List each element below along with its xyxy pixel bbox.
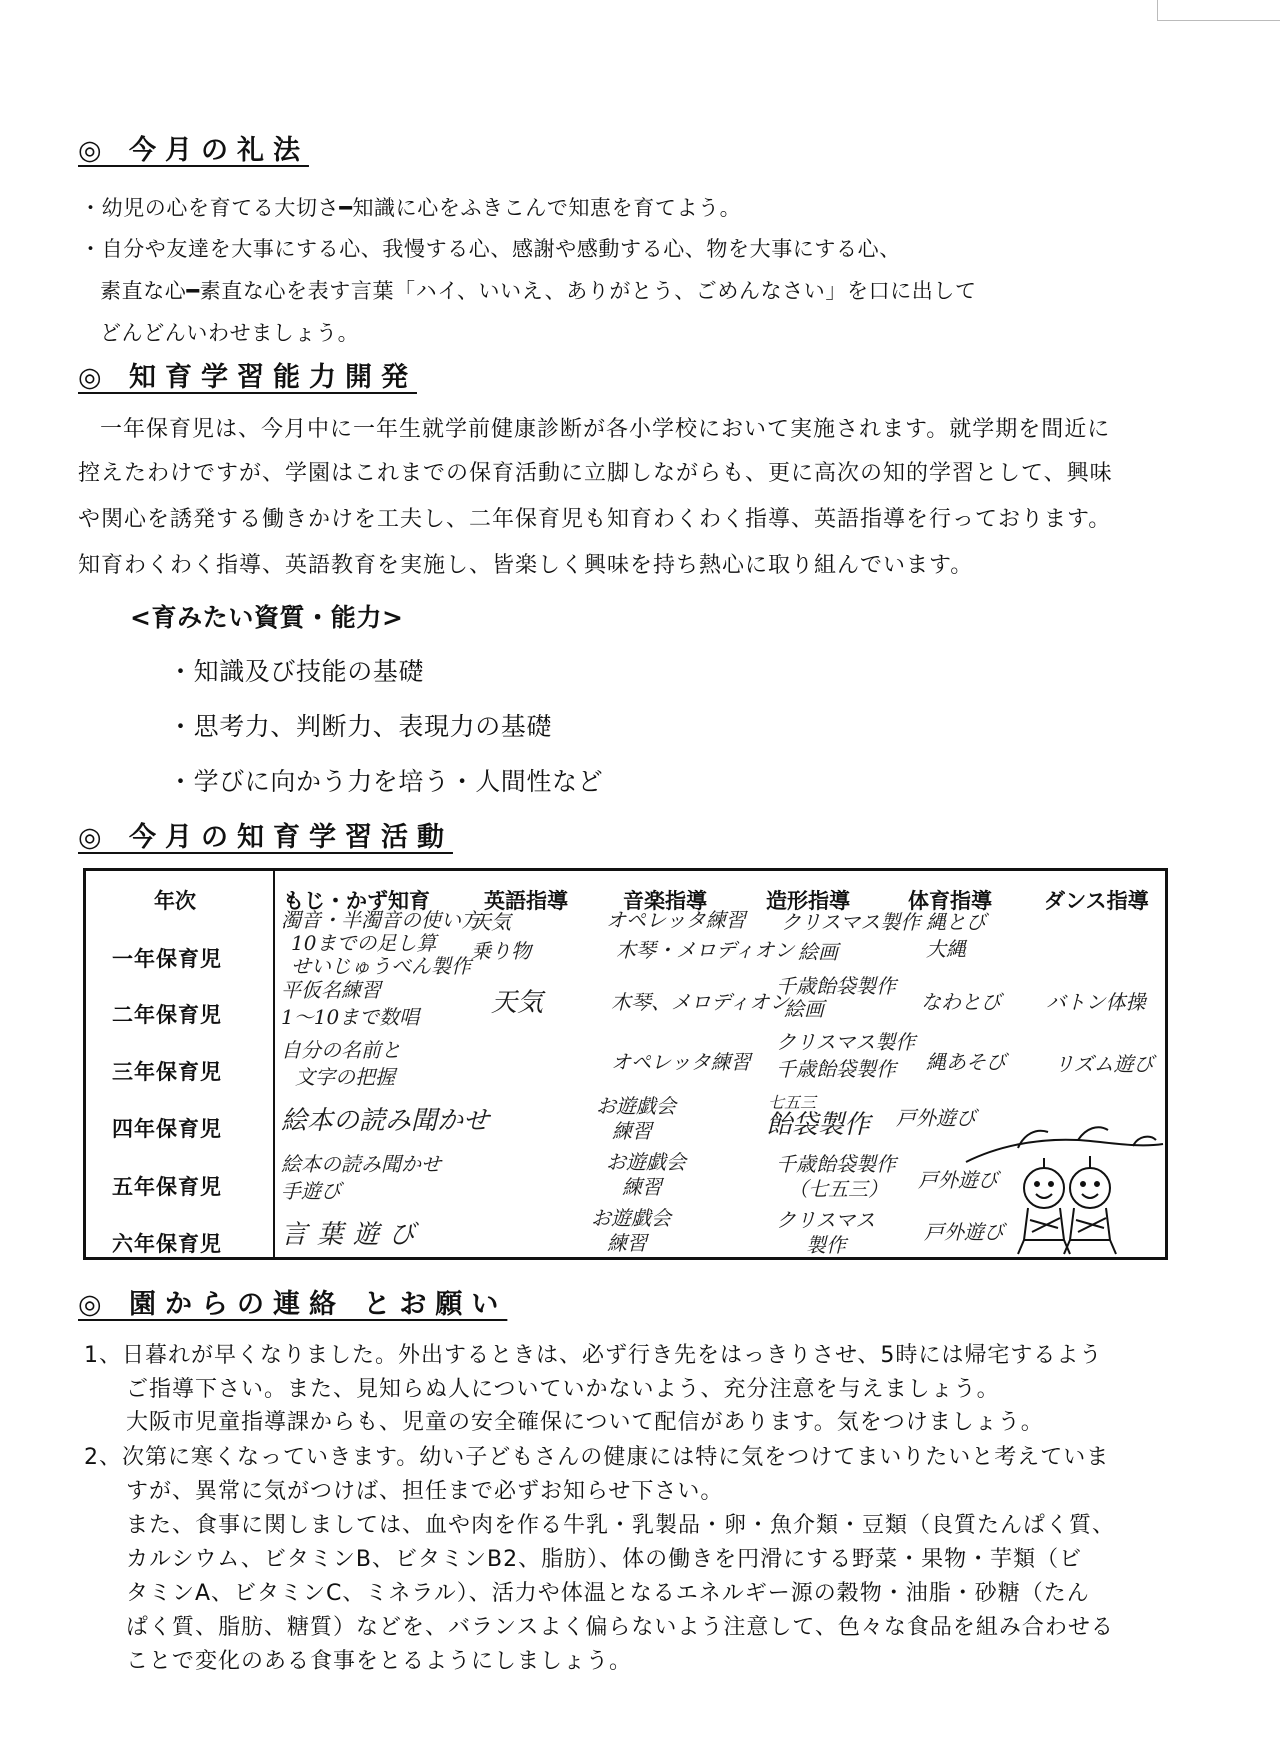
cell-line: 絵画 xyxy=(784,997,824,1021)
cell-y2-moji xyxy=(281,979,419,1029)
notice-line-6: また、食事に関しましては、血や肉を作る牛乳・乳製品・卵・魚介類・豆類（良質たんぱく質、 xyxy=(126,1513,1116,1538)
chiiku-heading: ◎ 知育学習能力開発 xyxy=(78,362,417,393)
cell-line: クリスマス xyxy=(776,1208,876,1232)
quality-item-3: ・学びに向かう力を培う・人間性など xyxy=(168,767,604,796)
reiho-line-4: どんどんいわせましょう。 xyxy=(100,321,360,345)
notice-line-1: 1、日暮れが早くなりました。外出するときは、必ず行き先をはっきりさせ、5時には帰宅するよう xyxy=(84,1343,1103,1368)
cell-y6-zokei xyxy=(776,1209,875,1257)
quality-item-2: ・思考力、判断力、表現力の基礎 xyxy=(168,712,553,741)
notice-line-5: すが、異常に気がつけば、担任まで必ずお知らせ下さい。 xyxy=(126,1479,724,1504)
cell-line: 千歳飴袋製作 xyxy=(776,974,896,998)
year-label-2: 二年保育児 xyxy=(112,1003,222,1027)
notice-line-10: ことで変化のある食事をとるようにしましょう。 xyxy=(126,1649,633,1674)
cell-y1-ongaku: オペレッタ練習 xyxy=(606,908,746,932)
cell-y3-moji xyxy=(281,1039,401,1089)
quality-item-1: ・知識及び技能の基礎 xyxy=(168,657,425,686)
cell-y2-dance: バトン体操 xyxy=(1046,990,1146,1014)
year-label-5: 五年保育児 xyxy=(112,1175,222,1199)
reiho-heading: ◎ 今月の礼法 xyxy=(78,135,309,166)
cell-line: 天気 xyxy=(471,910,511,934)
cell-line: 濁音・半濁音の使い方 xyxy=(281,908,481,932)
cell-line: 文字の把握 xyxy=(295,1065,395,1089)
cell-y2-ongaku: 木琴、メロディオン xyxy=(611,990,790,1014)
cell-y2-eigo: 天気 xyxy=(491,988,544,1018)
cell-line: 縄とび xyxy=(926,910,986,934)
notice-line-9: ぱく質、脂肪、糖質）などを、バランスよく偏らないよう注意して、色々な食品を組み合わせる xyxy=(126,1615,1114,1640)
header-zokei: 造形指導 xyxy=(766,889,850,913)
cell-y5-zokei xyxy=(776,1153,896,1201)
cell-y4-zokei-small: 七五三 xyxy=(768,1093,817,1112)
cell-line: 大縄 xyxy=(926,937,966,961)
chiiku-paragraph-line-1: 一年保育児は、今月中に一年生就学前健康診断が各小学校において実施されます。就学期を間近に xyxy=(100,417,1111,442)
reiho-line-2: ・自分や友達を大事にする心、我慢する心、感謝や感動する心、物を大事にする心、 xyxy=(80,237,901,261)
cell-line: 練習 xyxy=(622,1175,662,1199)
cell-line: 練習 xyxy=(612,1119,652,1143)
cell-y2-taiiku: なわとび xyxy=(921,990,1001,1014)
cell-y1-moji xyxy=(281,909,481,978)
cell-y6-taiiku: 戸外遊び xyxy=(924,1220,1004,1244)
cell-y3-dance: リズム遊び xyxy=(1054,1052,1154,1076)
header-eigo: 英語指導 xyxy=(484,889,568,913)
cell-line: 10までの足し算 xyxy=(291,931,437,955)
scan-edge-mark xyxy=(1157,0,1280,21)
table-column-divider xyxy=(273,871,275,1257)
cell-line: 1～10まで数唱 xyxy=(281,1005,420,1029)
cell-line: 自分の名前と xyxy=(281,1038,401,1062)
notice-line-7: カルシウム、ビタミンB、ビタミンB2、脂肪）、体の働きを円滑にする野菜・果物・芋類（ビ xyxy=(126,1547,1083,1572)
activities-heading: ◎ 今月の知育学習活動 xyxy=(78,822,453,853)
chiiku-paragraph-line-3: や関心を誘発する働きかけを工夫し、二年保育児も知育わくわく指導、英語指導を行っております。 xyxy=(78,507,1112,532)
reiho-line-3: 素直な心━素直な心を表す言葉「ハイ、いいえ、ありがとう、ごめんなさい」を口に出して xyxy=(100,279,977,303)
qualities-heading: <育みたい資質・能力> xyxy=(130,603,404,632)
cell-y5-moji xyxy=(281,1153,441,1203)
cell-y1-taiiku xyxy=(926,911,986,961)
cell-y4-zokei: 飴袋製作 xyxy=(766,1110,871,1140)
cell-line: （七五三） xyxy=(788,1177,888,1201)
cell-y3-zokei xyxy=(776,1031,915,1081)
cell-y1-ongaku-2: 木琴・メロディオン xyxy=(616,938,795,962)
header-taiiku: 体育指導 xyxy=(908,889,992,913)
cell-y1-eigo xyxy=(471,911,531,963)
year-label-1: 一年保育児 xyxy=(112,947,222,971)
cell-y1-zokei: クリスマス製作 xyxy=(781,910,921,934)
reiho-line-1: ・幼児の心を育てる大切さ━知識に心をふきこんで知恵を育てよう。 xyxy=(80,196,742,220)
cell-line: 絵本の読み聞かせ xyxy=(281,1152,441,1176)
cell-line: お遊戯会 xyxy=(606,1150,686,1174)
notice-line-8: タミンA、ビタミンC、ミネラル）、活力や体温となるエネルギー源の穀物・油脂・砂糖（たん xyxy=(126,1581,1090,1606)
cell-line: 乗り物 xyxy=(471,939,531,963)
year-label-6: 六年保育児 xyxy=(112,1232,222,1256)
header-year: 年次 xyxy=(154,889,196,913)
cell-y4-taiiku: 戸外遊び xyxy=(896,1106,976,1130)
chiiku-paragraph-line-2: 控えたわけですが、学園はこれまでの保育活動に立脚しながらも、更に高次の知的学習として、興味 xyxy=(78,461,1113,486)
cell-line: 千歳飴袋製作 xyxy=(776,1152,896,1176)
cell-line: 練習 xyxy=(607,1231,647,1255)
cell-line: 手遊び xyxy=(281,1179,341,1203)
cell-y1-zokei-2: 絵画 xyxy=(798,940,838,964)
year-label-4: 四年保育児 xyxy=(112,1117,222,1141)
cell-line: お遊戯会 xyxy=(596,1094,676,1118)
cell-line: 千歳飴袋製作 xyxy=(776,1057,896,1081)
header-ongaku: 音楽指導 xyxy=(623,889,707,913)
cell-y6-ongaku xyxy=(591,1207,671,1255)
notice-line-3: 大阪市児童指導課からも、児童の安全確保について配信があります。気をつけましょう。 xyxy=(126,1410,1044,1435)
cell-line: お遊戯会 xyxy=(591,1206,671,1230)
cell-line: 平仮名練習 xyxy=(281,978,381,1002)
cell-y2-zokei xyxy=(776,975,896,1021)
cell-y3-taiiku: 縄あそび xyxy=(926,1050,1006,1074)
cell-y3-ongaku: オペレッタ練習 xyxy=(611,1050,751,1074)
cell-y6-moji: 言葉遊び xyxy=(281,1220,426,1250)
cell-y5-taiiku: 戸外遊び xyxy=(918,1168,998,1192)
header-dance: ダンス指導 xyxy=(1044,889,1149,913)
year-label-3: 三年保育児 xyxy=(112,1060,222,1084)
notice-heading: ◎ 園からの連絡 とお願い xyxy=(78,1289,508,1320)
notice-line-4: 2、次第に寒くなっていきます。幼い子どもさんの健康には特に気をつけてまいりたいと考えていま xyxy=(84,1445,1110,1470)
header-moji: もじ・かず知育 xyxy=(283,889,430,913)
cell-y4-moji: 絵本の読み聞かせ xyxy=(281,1106,490,1136)
notice-line-2: ご指導下さい。また、見知らぬ人についていかないよう、充分注意を与えましょう。 xyxy=(126,1377,1000,1402)
cell-line: せいじゅうべん製作 xyxy=(291,954,471,978)
chiiku-paragraph-line-4: 知育わくわく指導、英語教育を実施し、皆楽しく興味を持ち熱心に取り組んでいます。 xyxy=(78,553,974,578)
children-doodle-illustration xyxy=(958,1110,1168,1260)
cell-line: 製作 xyxy=(806,1233,846,1257)
cell-y4-ongaku xyxy=(596,1095,676,1143)
cell-line: クリスマス製作 xyxy=(776,1030,916,1054)
cell-y5-ongaku xyxy=(606,1151,686,1199)
